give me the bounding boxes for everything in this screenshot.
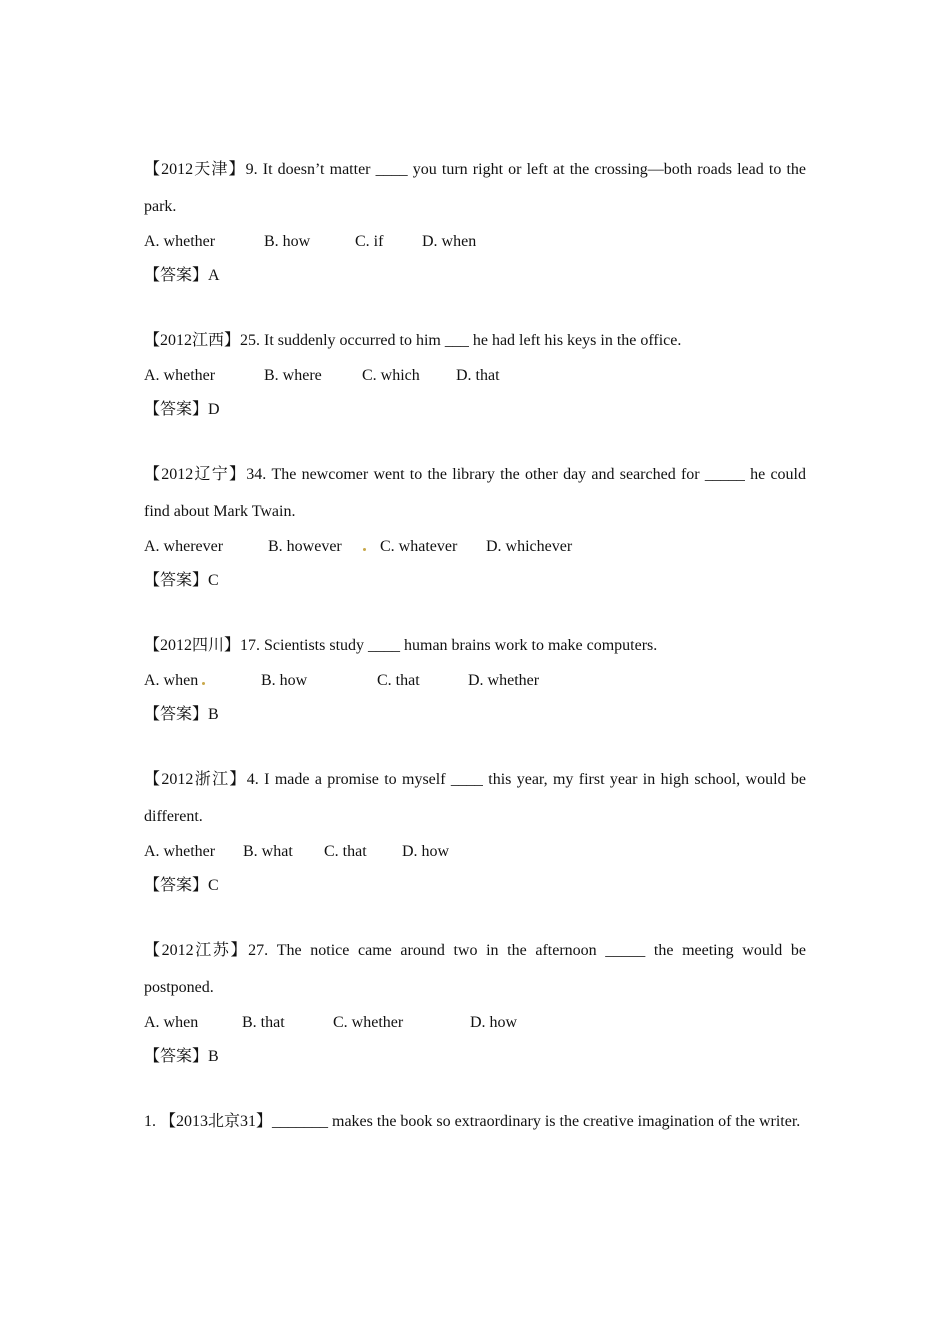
option-c: C. if [355,233,384,250]
speck-mark [202,682,205,685]
option-c: C. that [377,672,420,689]
answer-line: 【答案】D [144,401,220,418]
option-d: D. how [470,1014,518,1031]
options-row [144,359,806,393]
question-6 [144,932,806,1074]
option-b: B. how [261,672,308,689]
question-stem: 【2012江苏】27. The notice came around two in the afternoon _____ the meeting would be postponed. [144,942,806,996]
question-5 [144,761,806,903]
option-a: A. whether [144,233,216,250]
option-d: D. when [422,233,477,250]
answer-line: 【答案】C [144,877,219,894]
option-b: B. that [242,1014,285,1031]
option-d: D. that [456,367,500,384]
option-a: A. when [144,1014,199,1031]
options-row [144,1006,806,1040]
option-d: D. whichever [486,538,573,555]
option-a: A. whether [144,367,216,384]
question-stem: 1. 【2013北京31】_______ makes the book so extraordinary is the creative imagination of the writer. [144,1113,801,1130]
options-row [144,530,806,564]
option-c: C. whether [333,1014,404,1031]
option-b: B. where [264,367,322,384]
options-row [144,225,806,259]
question-stem: 【2012天津】9. It doesn’t matter ____ you turn right or left at the crossing—both roads lead to the park. [144,161,806,215]
question-stem: 【2012辽宁】34. The newcomer went to the library the other day and searched for _____ he could find about Mark Twain. [144,466,806,520]
question-stem: 【2012浙江】4. I made a promise to myself ____ this year, my first year in high school, would be different. [144,771,806,825]
option-c: C. that [324,843,367,860]
answer-line: 【答案】B [144,706,219,723]
speck-mark [363,548,366,551]
document-page [144,155,806,1173]
option-a: A. whether [144,843,216,860]
question-4 [144,627,806,732]
question-7 [144,1103,806,1140]
answer-line: 【答案】C [144,572,219,589]
answer-line: 【答案】A [144,267,220,284]
option-a: A. when [144,672,199,689]
options-row [144,664,806,698]
option-d: D. how [402,843,450,860]
question-3 [144,456,806,598]
option-b: B. how [264,233,311,250]
option-a: A. wherever [144,538,224,555]
question-2 [144,322,806,427]
option-b: B. however [268,538,342,555]
option-c: C. whatever [380,538,458,555]
question-1 [144,151,806,293]
options-row [144,835,806,869]
question-stem: 【2012四川】17. Scientists study ____ human brains work to make computers. [144,637,658,654]
option-d: D. whether [468,672,540,689]
option-b: B. what [243,843,293,860]
answer-line: 【答案】B [144,1048,219,1065]
option-c: C. which [362,367,420,384]
question-stem: 【2012江西】25. It suddenly occurred to him ___ he had left his keys in the office. [144,332,682,349]
